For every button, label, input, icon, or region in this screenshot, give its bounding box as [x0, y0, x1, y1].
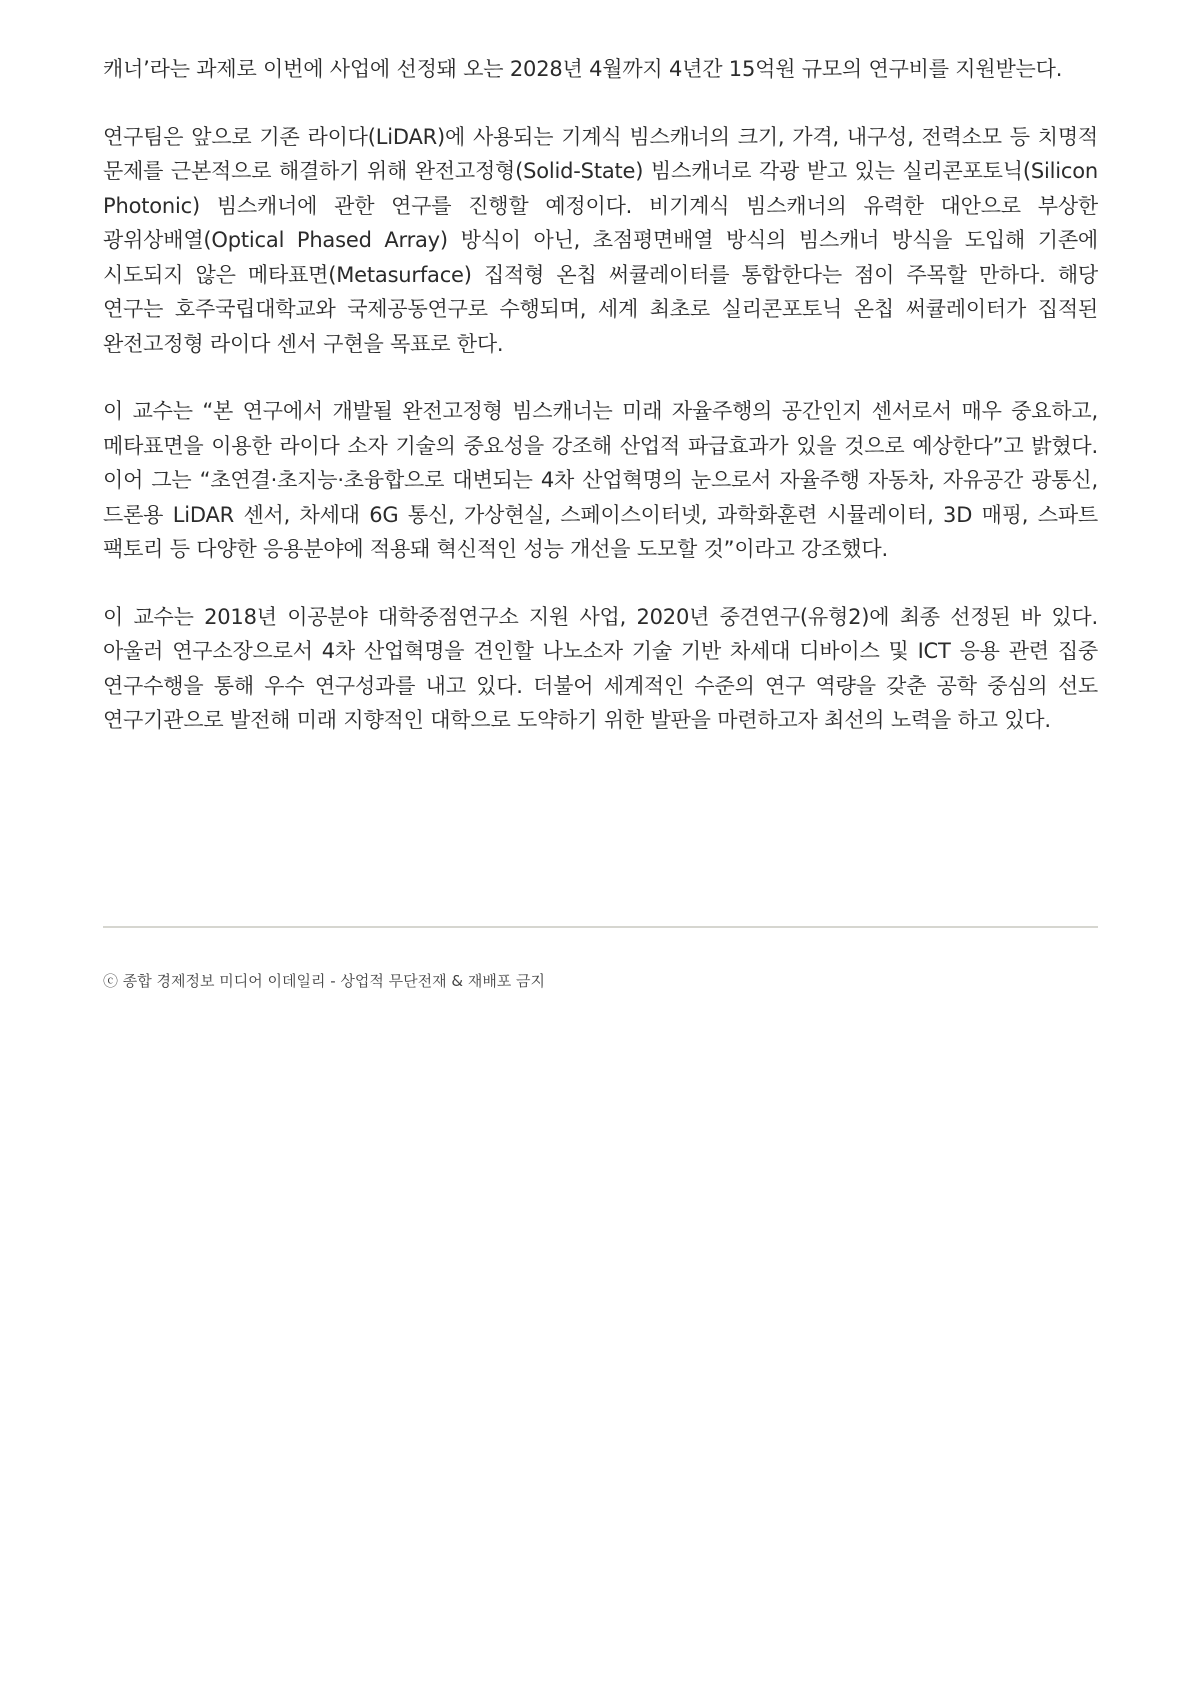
article-paragraph-3: 이 교수는 “본 연구에서 개발될 완전고정형 빔스캐너는 미래 자율주행의 공간인지 센서로서 매우 중요하고, 메타표면을 이용한 라이다 소자 기술의 중요성을 강조해 산업적 파급효과가 있을 것으로 예상한다”고 밝혔다. 이어 그는 “초연결·초지능·초융합으로 대변되는 4차 산업혁명의 눈으로서 자율주행 자동차, 자유공간 광통신, 드론용 LiDAR 센서, 차세대 6G 통신, 가상현실, 스페이스이터넷, 과학화훈련 시뮬레이터, 3D 매핑, 스파트 팩토리 등 다양한 응용분야에 적용돼 혁신적인 성능 개선을 도모할 것”이라고 강조했다. [103, 399, 1098, 561]
copyright-notice: ⓒ 종합 경제정보 미디어 이데일리 - 상업적 무단전재 & 재배포 금지 [103, 972, 546, 990]
article-paragraph-2: 연구팀은 앞으로 기존 라이다(LiDAR)에 사용되는 기계식 빔스캐너의 크기, 가격, 내구성, 전력소모 등 치명적 문제를 근본적으로 해결하기 위해 완전고정형(Solid-State) 빔스캐너로 각광 받고 있는 실리콘포토닉(Silicon Photonic) 빔스캐너에 관한 연구를 진행할 예정이다. 비기계식 빔스캐너의 유력한 대안으로 부상한 광위상배열(Optical Phased Array) 방식이 아닌, 초점평면배열 방식의 빔스캐너 방식을 도입해 기존에 시도되지 않은 메타표면(Metasurface) 집적형 온칩 써큘레이터를 통합한다는 점이 주목할 만하다. 해당 연구는 호주국립대학교와 국제공동연구로 수행되며, 세계 최초로 실리콘포토닉 온칩 써큘레이터가 집적된 완전고정형 라이다 센서 구현을 목표로 한다. [103, 124, 1098, 356]
footer-divider [103, 926, 1098, 928]
article-paragraph-1: 캐너’라는 과제로 이번에 사업에 선정돼 오는 2028년 4월까지 4년간 15억원 규모의 연구비를 지원받는다. [103, 57, 1063, 81]
article-paragraph-4: 이 교수는 2018년 이공분야 대학중점연구소 지원 사업, 2020년 중견연구(유형2)에 최종 선정된 바 있다. 아울러 연구소장으로서 4차 산업혁명을 견인할 나노소자 기술 기반 차세대 디바이스 및 ICT 응용 관련 집중 연구수행을 통해 우수 연구성과를 내고 있다. 더불어 세계적인 수준의 연구 역량을 갖춘 공학 중심의 선도 연구기관으로 발전해 미래 지향적인 대학으로 도약하기 위한 발판을 마련하고자 최선의 노력을 하고 있다. [103, 604, 1099, 732]
article-body [103, 52, 1098, 771]
